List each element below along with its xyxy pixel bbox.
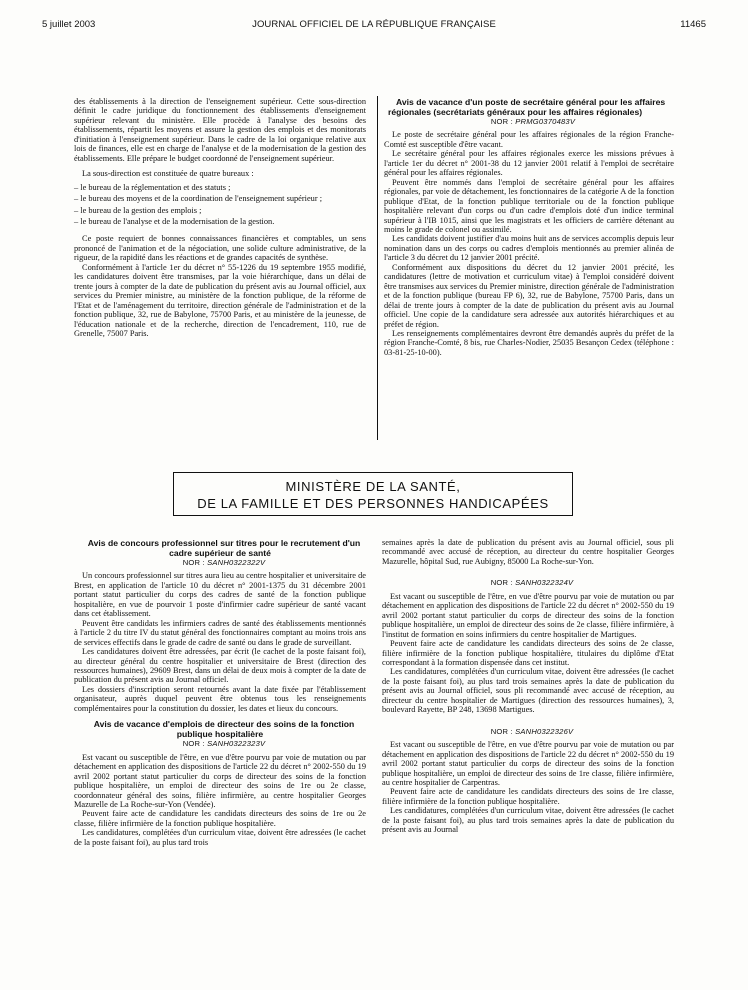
list-item: – le bureau de la gestion des emplois ; (74, 206, 366, 215)
paragraph: Un concours professionnel sur titres aura lieu au centre hospitalier et universitaire de Brest, en application de l'article 10 du décret n° 2001-1375 du 31 décembre 2001 portant statut particulier du corps des cadres de santé de la fonction publique hospitalière, en vue de pourvoir 1 poste d'infirmier cadre supérieur de santé vacant dans cet établissement. (74, 571, 366, 619)
nor-value: SANH0322322V (207, 558, 266, 567)
paragraph: Est vacant ou susceptible de l'être, en vue d'être pourvu par voie de mutation ou par détachement en application des dispositions de l'article 22 du décret n° 2002-550 du 19 avril 2002 portant statut particulier du corps de directeur des soins de la fonction publique hospitalière, un emploi de directeur des soins de 1re classe, filière infirmière, au centre hospitalier de Carpentras. (382, 740, 674, 787)
paragraph: Les candidatures, complétées d'un curriculum vitae, doivent être adressées (le cachet de la poste faisant foi), au plus tard trois (74, 828, 366, 847)
paragraph: Les candidatures doivent être adressées, par écrit (le cachet de la poste faisant foi), au directeur général du centre hospitalier et universitaire de Brest (direction des ressources humaines), 29609 Brest, dans un délai de deux mois à compter de la date de publication du présent avis au Journal officiel. (74, 647, 366, 685)
notice-title: Avis de concours professionnel sur titres pour le recrutement d'un cadre supérieur de santé (87, 538, 361, 558)
top-left-column (74, 97, 366, 338)
paragraph: Les candidatures, complétées d'un curriculum vitae, doivent être adressées (le cachet de la poste faisant foi), au plus tard trois semaines après la date de publication du présent avis au Journal officiel, sous pli recommandé avec accusé de réception, au directeur du centre hospitalier de Martigues (direction des ressources humaines), 3, boulevard Rayette, BP 248, 13698 Martigues. (382, 667, 674, 715)
paragraph: Est vacant ou susceptible de l'être, en vue d'être pourvu par voie de mutation ou par détachement en application des dispositions de l'article 22 du décret n° 2002-550 du 19 avril 2002 portant statut particulier du corps de directeur des soins de la fonction publique hospitalière, un emploi de directeur des soins de 2e classe, filière infirmière, à l'institut de formation en soins infirmiers du centre hospitalier de Martigues. (382, 591, 674, 639)
paragraph: Ce poste requiert de bonnes connaissances financières et comptables, un sens prononcé de l'animation et de la négociation, une solide culture administrative, de la rigueur, de la rapidité dans les réactions et de grandes capacités de synthèse. (74, 234, 366, 263)
nor-reference (384, 117, 674, 126)
nor-label: NOR : (182, 739, 205, 749)
nor-label: NOR : (490, 578, 513, 588)
paragraph: semaines après la date de publication du présent avis au Journal officiel, sous pli recommandé avec accusé de réception, au directeur du centre hospitalier Georges Mazurelle, hôpital Sud, rue Aubigny, 85000 La Roche-sur-Yon. (382, 538, 674, 566)
paragraph: Les renseignements complémentaires devront être demandés auprès du préfet de la région Franche-Comté, 8 bis, rue Charles-Nodier, 25035 Besançon Cedex (téléphone : 03-81-25-10-00). (384, 328, 674, 357)
paragraph: Le secrétaire général pour les affaires régionales exerce les missions prévues à l'article 1er du décret n° 2001-38 du 12 janvier 2001 relatif à l'emploi de secrétaire général pour les affaires régionales. (384, 149, 674, 178)
nor-reference (382, 727, 674, 736)
list-item: – le bureau des moyens et de la coordination de l'enseignement supérieur ; (74, 194, 366, 203)
paragraph: Peuvent être nommés dans l'emploi de secrétaire général pour les affaires régionales, par voie de détachement, les fonctionnaires de la catégorie A de la fonction publique d'Etat, de la fonction publique territoriale ou de la fonction publique hospitalière relevant d'un corps ou d'un cadre d'emplois doté d'un indice terminal supérieur à l'IB 1015, ainsi que les magistrats et les officiers de carrière détenant au moins le grade de colonel ou assimilé. (384, 177, 674, 234)
ministry-heading (173, 472, 573, 516)
top-right-column (384, 97, 674, 357)
paragraph: Peuvent être candidats les infirmiers cadres de santé des établissements mentionnés à l'article 2 du titre IV du statut général des fonctionnaires comptant au moins trois ans de services effectifs dans le grade de cadre de santé ou dans le grade de surveillant. (74, 618, 366, 647)
ministry-line-2: DE LA FAMILLE ET DES PERSONNES HANDICAPÉES (197, 496, 549, 511)
paragraph: Peuvent faire acte de candidature les candidats directeurs des soins de 2e classe, filière infirmière de la fonction publique hospitalière, titulaires du diplôme d'Etat correspondant à la formation dispensée dans cet institut. (382, 639, 674, 667)
bottom-left-column (74, 538, 366, 847)
list-item: – le bureau de l'analyse et de la modernisation de la gestion. (74, 217, 366, 226)
page-header (0, 0, 748, 34)
paragraph: Les candidatures, complétées d'un curriculum vitae, doivent être adressées (le cachet de la poste faisant foi), au plus tard trois semaines après la date de publication du présent avis au Journal (382, 806, 674, 835)
notice-title: Avis de vacance d'un poste de secrétaire général pour les affaires régionales (secrétariats généraux pour les affaires régionales) (388, 97, 666, 117)
ministry-line-1: MINISTÈRE DE LA SANTÉ, (285, 479, 461, 494)
nor-value: SANH0322324V (515, 578, 574, 588)
nor-label: NOR : (490, 117, 513, 126)
paragraph: Conformément à l'article 1er du décret n° 55-1226 du 19 septembre 1955 modifié, les candidatures doivent être transmises, par la voie hiérarchique, dans un délai de trente jours à compter de la date de publication du présent avis au Journal officiel, aux services du Premier ministre, au ministère de la fonction publique, de la réforme de l'Etat et de l'aménagement du territoire, direction générale de l'administration et de la fonction publique, 32, rue de Babylone, 75700 Paris, et au ministère de la jeunesse, de l'éducation nationale et de la recherche, direction de l'encadrement, 110, rue de Grenelle, 75007 Paris. (74, 262, 366, 338)
nor-value: SANH0322323V (207, 739, 266, 749)
journal-title: JOURNAL OFFICIEL DE LA RÉPUBLIQUE FRANÇAISE (252, 19, 496, 30)
paragraph: des établissements à la direction de l'enseignement supérieur. Cette sous-direction définit le cadre juridique du fonctionnement des établissements d'enseignement supérieur relevant du ministère. Elle procède à l'analyse des besoins des établissements, répartit les moyens et assure la gestion des emplois et des monitorats d'initiation à l'enseignement supérieur. Dans le cadre de la loi organique relative aux lois de finances, elle est en charge de l'analyse et de la modernisation de la gestion des établissements. Elle prépare le budget coordonné de l'enseignement supérieur. (74, 97, 366, 163)
nor-value: PRMG0370483V (515, 117, 576, 126)
paragraph: Le poste de secrétaire général pour les affaires régionales de la région Franche-Comté est susceptible d'être vacant. (384, 130, 674, 149)
list-item: – le bureau de la réglementation et des statuts ; (74, 183, 366, 192)
paragraph: Les candidats doivent justifier d'au moins huit ans de services accomplis depuis leur nomination dans un des corps ou cadres d'emplois mentionnés au premier alinéa de l'article 3 du décret du 12 janvier 2001 précité. (384, 234, 674, 263)
notice-title: Avis de vacance d'emplois de directeur des soins de la fonction publique hospitalière (93, 719, 355, 740)
column-divider (377, 96, 378, 440)
paragraph: Conformément aux dispositions du décret du 12 janvier 2001 précité, les candidatures (lettre de motivation et curriculum vitae) à l'emploi considéré doivent être transmises aux services du Premier ministre, direction générale de l'administration et de la fonction publique (bureau FP 6), 32, rue de Babylone, 75700 Paris, dans un délai de trente jours à compter de la date de publication du présent avis au Journal officiel. Une copie de la candidature sera adressée aux autorités hiérarchiques et au préfet de région. (384, 262, 674, 329)
nor-reference (382, 578, 674, 587)
nor-reference (74, 739, 366, 748)
bottom-right-column (382, 538, 674, 835)
issue-date: 5 juillet 2003 (42, 19, 96, 30)
paragraph: Est vacant ou susceptible de l'être, en vue d'être pourvu par voie de mutation ou par détachement en application des dispositions de l'article 22 du décret n° 2002-550 du 19 avril 2002 portant statut particulier du corps de directeur des soins de la fonction publique hospitalière, un emploi de directeur des soins de 1re ou 2e classe, coordonnateur général des soins, filière infirmière, au centre hospitalier Georges Mazurelle de La Roche-sur-Yon (Vendée). (74, 752, 366, 809)
bureaux-list (74, 183, 366, 227)
paragraph: Les dossiers d'inscription seront retournés avant la date fixée par l'établissement organisateur, auprès duquel peuvent être obtenus tous les renseignements complémentaires pour la constitution du dossier, les dates et lieux du concours. (74, 684, 366, 713)
paragraph: Peuvent faire acte de candidature les candidats directeurs des soins de 1re ou 2e classe, filière infirmière de la fonction publique hospitalière. (74, 809, 366, 828)
paragraph: La sous-direction est constituée de quatre bureaux : (82, 169, 254, 179)
nor-label: NOR : (182, 558, 205, 567)
paragraph: Peuvent faire acte de candidature les candidats directeurs des soins de 1re classe, filière infirmière de la fonction publique hospitalière. (382, 787, 674, 806)
nor-reference (74, 558, 366, 567)
nor-label: NOR : (490, 726, 513, 736)
nor-value: SANH0322326V (515, 726, 574, 736)
page-number: 11465 (680, 19, 706, 30)
